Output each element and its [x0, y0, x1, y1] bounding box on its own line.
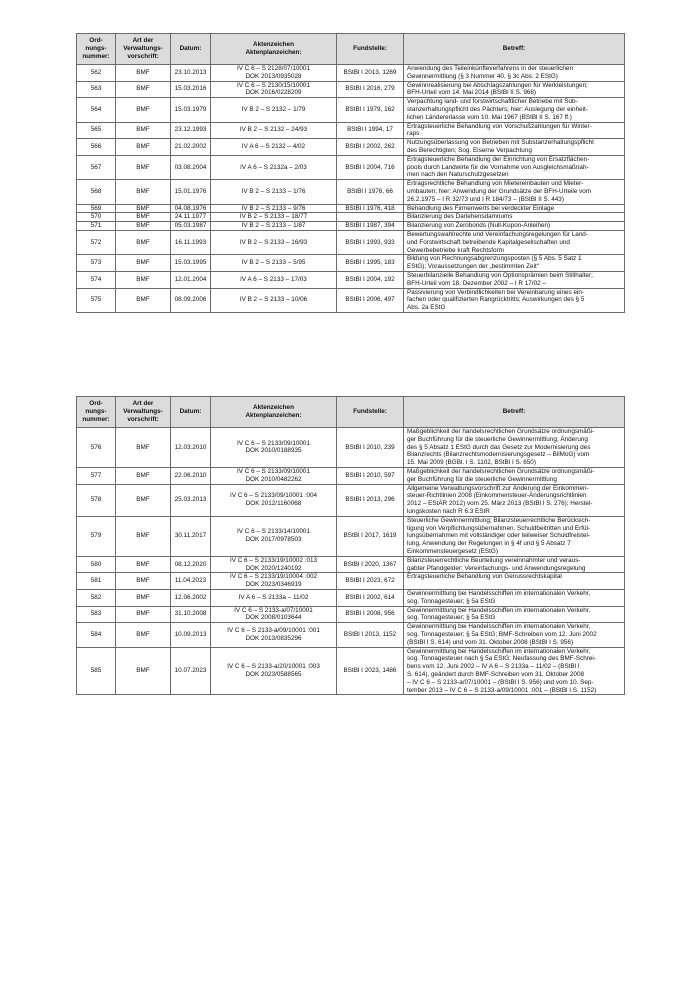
betreff-line: – IV C 6 – S 2133-a/07/10001 – (BStBl I S. 956) und vom 10. Sep- [407, 678, 594, 686]
cell-fundstelle: BStBl I 2023, 1486 [337, 647, 404, 695]
betreff-line: sog. Tonnagesteuer; § 5a EStG [407, 614, 496, 622]
table-row [77, 204, 625, 213]
betreff-line: men nach den Naturschutzgesetzen [407, 171, 509, 179]
cell-fundstelle: BStBl I 1995, 183 [337, 255, 404, 272]
cell-ordnungsnummer: 583 [77, 606, 116, 623]
cell-betreff [404, 516, 625, 556]
cell-betreff [404, 623, 625, 647]
betreff-line: Passivierung von Verbindlichkeiten bei Vereinbarung eines ein- [407, 288, 585, 296]
betreff-line: S. 614), geändert durch BMF-Schreiben vom 31. Oktober 2008 [407, 670, 585, 678]
cell-art: BMF [116, 180, 171, 204]
betreff-line: stanzerhaltungspflicht des Pächters; hier: Auslegung der einheit- [407, 105, 588, 113]
aktenzeichen-line: IV B 2 – S 2133 – 1/87 [241, 222, 306, 230]
cell-art: BMF [116, 155, 171, 179]
header-datum: Datum: [171, 397, 211, 428]
betreff-line: Bewertungswahlrechte und Vereinfachungsregelungen für Land- [407, 230, 588, 238]
aktenzeichen-line: IV C 6 – S 2133-a/09/10001 :001 [227, 627, 320, 635]
table-row [77, 155, 625, 179]
cell-datum: 23.10.2013 [171, 65, 211, 82]
betreff-line: Bildung von Rechnungsabgrenzungsposten (§ 5 Abs. 5 Satz 1 [407, 255, 582, 263]
cell-fundstelle: BStBl I 2017, 1619 [337, 516, 404, 556]
table-row [77, 556, 625, 573]
aktenzeichen-line: DOK 2017/0978503 [245, 536, 302, 544]
cell-fundstelle: BStBl I 2004, 716 [337, 155, 404, 179]
aktenzeichen-line: DOK 2008/0103644 [245, 614, 302, 622]
cell-aktenzeichen [211, 255, 337, 272]
cell-aktenzeichen [211, 623, 337, 647]
betreff-line: Einkommensteuergesetz (EStG) [407, 547, 498, 555]
cell-betreff [404, 271, 625, 288]
cell-datum: 08.09.2006 [171, 288, 211, 312]
header-art: Art der Verwaltungs- vorschrift: [116, 397, 171, 428]
aktenzeichen-line: IV C 6 – S 2133-a/20/10001 :003 [227, 663, 320, 671]
betreff-line: raps [407, 130, 420, 138]
cell-betreff [404, 98, 625, 122]
table-row [77, 589, 625, 606]
cell-betreff [404, 606, 625, 623]
cell-ordnungsnummer: 563 [77, 81, 116, 98]
cell-datum: 15.01.1976 [171, 180, 211, 204]
cell-fundstelle: BStBl I 1979, 162 [337, 98, 404, 122]
table-row [77, 122, 625, 139]
cell-fundstelle: BStBl I 1987, 394 [337, 222, 404, 231]
cell-art: BMF [116, 288, 171, 312]
betreff-line: 26.2.1975 – I R 32/73 und I R 184/73 – (BStBl II S. 443) [407, 195, 564, 203]
cell-betreff [404, 589, 625, 606]
cell-datum: 05.03.1987 [171, 222, 211, 231]
cell-betreff [404, 65, 625, 82]
cell-ordnungsnummer: 572 [77, 230, 116, 254]
header-aktenzeichen: Aktenzeichen Aktenplanzeichen: [211, 397, 337, 428]
table-row [77, 139, 625, 156]
cell-ordnungsnummer: 565 [77, 122, 116, 139]
betreff-line: sog. Tonnagesteuer; § 5a EStG [407, 597, 496, 605]
aktenzeichen-line: IV B 2 – S 2132 – 24/93 [239, 126, 308, 134]
betreff-line: Allgemeine Verwaltungsvorschrift zur Änderung der Einkommen- [407, 484, 589, 492]
cell-datum: 08.12.2020 [171, 556, 211, 573]
cell-art: BMF [116, 573, 171, 590]
cell-betreff [404, 428, 625, 468]
cell-ordnungsnummer: 567 [77, 155, 116, 179]
header-fundstelle: Fundstelle: [337, 34, 404, 65]
aktenzeichen-line: DOK 2020/1240192 [245, 564, 302, 572]
cell-datum: 12.06.2002 [171, 589, 211, 606]
aktenzeichen-line: IV B 2 – S 2133 – 1/76 [241, 187, 306, 195]
table-header-row [77, 34, 625, 65]
table-row [77, 81, 625, 98]
cell-aktenzeichen [211, 556, 337, 573]
betreff-line: Steuerbilanzielle Behandlung von Optionsprämien beim Stillhalter; [407, 271, 593, 279]
table-row [77, 516, 625, 556]
betreff-line: Gewinnermittlung bei Handelsschiffen im internationalen Verkehr, [407, 606, 591, 614]
aktenzeichen-line: IV C 6 – S 2130/15/10001 [236, 81, 310, 89]
cell-art: BMF [116, 623, 171, 647]
aktenzeichen-line: IV A 6 – S 2133a – 11/02 [238, 593, 309, 601]
cell-aktenzeichen [211, 271, 337, 288]
cell-fundstelle: BStBl I 2013, 1152 [337, 623, 404, 647]
table-row [77, 288, 625, 312]
table-row [77, 606, 625, 623]
betreff-line: sog. Tonnagesteuer; § 5a EStG; BMF-Schreiben vom 12. Juni 2002 [407, 630, 597, 638]
cell-aktenzeichen [211, 222, 337, 231]
betreff-line: Ertragsteuerliche Behandlung von Vorschußzahlungen für Winter- [407, 122, 592, 130]
table-row [77, 230, 625, 254]
aktenzeichen-line: DOK 2010/0482262 [245, 475, 302, 483]
betreff-line: bens vom 12. Juni 2002 – IV A 6 – S 2133a – 11/02 – (BStBl I [407, 663, 580, 671]
betreff-line: Steuerliche Gewinnermittlung; Bilanzsteuerrechtliche Berücksich- [407, 516, 591, 524]
aktenzeichen-line: DOK 2023/0346919 [245, 581, 302, 589]
cell-ordnungsnummer: 573 [77, 255, 116, 272]
table-row [77, 222, 625, 231]
cell-datum: 10.09.2013 [171, 623, 211, 647]
betreff-line: Maßgeblichkeit der handelsrechtlichen Grundsätze ordnungsmäßi- [407, 467, 595, 475]
cell-art: BMF [116, 98, 171, 122]
cell-datum: 21.02.2002 [171, 139, 211, 156]
cell-art: BMF [116, 122, 171, 139]
betreff-line: tember 2013 – IV C 6 – S 2133-a/09/10001 :001 – (BStBl I S. 1152) [407, 686, 597, 694]
cell-aktenzeichen [211, 589, 337, 606]
cell-art: BMF [116, 556, 171, 573]
cell-betreff [404, 255, 625, 272]
cell-fundstelle: BStBl I 2010, 239 [337, 428, 404, 468]
betreff-line: des § 5 Absatz 1 EStG durch das Gesetz zur Modernisierung des [407, 443, 591, 451]
cell-betreff [404, 204, 625, 213]
cell-fundstelle: BStBl I 2013, 296 [337, 484, 404, 516]
betreff-line: Ertragsteuerliche Behandlung der Einrichtung von Ersatzflächen- [407, 155, 590, 163]
aktenzeichen-line: IV C 6 – S 2128/07/10001 [236, 65, 310, 72]
table-row [77, 467, 625, 484]
cell-betreff [404, 180, 625, 204]
cell-aktenzeichen [211, 180, 337, 204]
betreff-line: Gewerbebetriebe kraft Rechtsform [407, 246, 504, 254]
table-row [77, 573, 625, 590]
cell-aktenzeichen [211, 428, 337, 468]
betreff-line: Nutzungsüberlassung von Betrieben mit Substanzerhaltungspflicht [407, 139, 594, 147]
cell-aktenzeichen [211, 647, 337, 695]
cell-ordnungsnummer: 564 [77, 98, 116, 122]
betreff-line: (BStBl I S. 614) und vom 31. Oktober 2008 (BStBl I S. 956) [407, 638, 574, 646]
header-art: Art der Verwaltungs- vorschrift: [116, 34, 171, 65]
betreff-line: Gewinnermittlung bei Handelsschiffen im internationalen Verkehr, [407, 589, 591, 597]
header-aktenzeichen: Aktenzeichen Aktenplanzeichen: [211, 34, 337, 65]
betreff-line: lungskosten nach R 6.3 EStR [407, 507, 490, 515]
cell-aktenzeichen [211, 230, 337, 254]
betreff-line: Bilanzsteuerrechtliche Beurteilung vereinnahmter und veraus- [407, 556, 581, 564]
cell-betreff [404, 556, 625, 573]
betreff-line: lung, Anwendung der Regelungen in § 4f und § 5 Absatz 7 [407, 540, 571, 548]
cell-betreff [404, 139, 625, 156]
aktenzeichen-line: IV C 6 – S 2133/19/10004 :002 [229, 573, 318, 581]
cell-art: BMF [116, 81, 171, 98]
cell-fundstelle: BStBl I 2010, 597 [337, 467, 404, 484]
cell-fundstelle: BStBl I 2013, 1269 [337, 65, 404, 82]
aktenzeichen-line: IV C 6 – S 2133/14/10001 [236, 528, 310, 536]
cell-betreff [404, 484, 625, 516]
betreff-line: EStG); Voraussetzungen der „bestimmten Zeit“ [407, 263, 539, 271]
betreff-line: Gewinnermittlung (§ 3 Nummer 40, § 3c Abs. 2 EStG) [407, 72, 558, 80]
cell-art: BMF [116, 467, 171, 484]
betreff-line: fachen oder qualifizierten Rangrücktritts; Auswirkungen des § 5 [407, 296, 585, 304]
cell-ordnungsnummer: 571 [77, 222, 116, 231]
cell-ordnungsnummer: 579 [77, 516, 116, 556]
betreff-line: Bilanzrechts (Bilanzrechtsmodernisierungsgesetz – BilMoG) vom [407, 451, 590, 459]
cell-art: BMF [116, 222, 171, 231]
cell-art: BMF [116, 647, 171, 695]
header-nr: Ord- nungs- nummer: [77, 397, 116, 428]
regulations-table-1 [76, 33, 625, 313]
header-betreff: Betreff: [404, 34, 625, 65]
betreff-line: Bilanzierung von Zerobonds (Null-Kupon-Anleihen) [407, 222, 551, 230]
aktenzeichen-line: IV B 2 – S 2133 – 5/95 [241, 259, 306, 267]
cell-datum: 16.11.1993 [171, 230, 211, 254]
cell-ordnungsnummer: 568 [77, 180, 116, 204]
aktenzeichen-line: IV A 6 – S 2132a – 2/03 [240, 163, 307, 171]
betreff-line: lichen Ländererlasse vom 10. Mai 1967 (BStBl II S. 167 ff.) [407, 113, 572, 121]
betreff-line: 15. Mai 2009 (BGBl. I S. 1102, BStBl I S. 650) [407, 459, 536, 467]
cell-art: BMF [116, 589, 171, 606]
cell-betreff [404, 288, 625, 312]
betreff-line: 2012 – EStÄR 2012) vom 25. März 2013 (BStBl I S. 276); Herstel- [407, 500, 593, 508]
betreff-line: lungsübernahmen mit vollständiger oder teilweiser Schuldfreistel- [407, 532, 591, 540]
aktenzeichen-line: IV C 6 – S 2133/09/10001 [236, 439, 310, 447]
aktenzeichen-line: IV C 6 – S 2133/19/10002 :013 [229, 556, 318, 564]
betreff-line: ger Buchführung für die steuerliche Gewinnermittlung; Änderung [407, 435, 588, 443]
aktenzeichen-line: IV B 2 – S 2132 – 1/79 [241, 105, 306, 113]
cell-betreff [404, 122, 625, 139]
cell-ordnungsnummer: 578 [77, 484, 116, 516]
betreff-line: umbauten; hier: Anwendung der Grundsätze der BFH-Urteile vom [407, 187, 592, 195]
table-row [77, 623, 625, 647]
betreff-line: Bilanzierung des Darlehensdamnums [407, 213, 513, 221]
cell-aktenzeichen [211, 516, 337, 556]
cell-ordnungsnummer: 566 [77, 139, 116, 156]
regulations-table-2 [76, 396, 625, 695]
header-nr: Ord- nungs- nummer: [77, 34, 116, 65]
table-row [77, 428, 625, 468]
betreff-line: tigung von Verpflichtungsübernahmen, Schuldbeitritten und Erfül- [407, 524, 591, 532]
cell-ordnungsnummer: 570 [77, 213, 116, 222]
aktenzeichen-line: DOK 2013/0935028 [245, 72, 302, 80]
betreff-line: steuer-Richtlinien 2008 (Einkommensteuer-Änderungsrichtlinien [407, 492, 587, 500]
cell-betreff [404, 222, 625, 231]
cell-fundstelle: BStBl I 1976, 418 [337, 204, 404, 213]
cell-betreff [404, 213, 625, 222]
aktenzeichen-line: IV A 6 – S 2132 – 4/02 [241, 143, 306, 151]
table-row [77, 271, 625, 288]
cell-art: BMF [116, 271, 171, 288]
betreff-line: Maßgeblichkeit der handelsrechtlichen Grundsätze ordnungsmäßi- [407, 428, 595, 435]
betreff-line: BFH-Urteil vom 18. Dezember 2002 – I R 17/02 – [407, 279, 546, 287]
header-betreff: Betreff: [404, 397, 625, 428]
aktenzeichen-line: IV C 6 – S 2133-a/07/10001 [234, 606, 313, 614]
cell-betreff [404, 573, 625, 590]
cell-datum: 03.08.2004 [171, 155, 211, 179]
cell-datum: 24.11.1977 [171, 213, 211, 222]
table-header-row [77, 397, 625, 428]
cell-datum: 30.11.2017 [171, 516, 211, 556]
cell-fundstelle [337, 213, 404, 222]
table-row [77, 98, 625, 122]
cell-art: BMF [116, 484, 171, 516]
cell-fundstelle: BStBl I 1976, 66 [337, 180, 404, 204]
cell-betreff [404, 467, 625, 484]
cell-aktenzeichen [211, 139, 337, 156]
cell-aktenzeichen [211, 213, 337, 222]
cell-art: BMF [116, 428, 171, 468]
cell-fundstelle: BStBl I 2020, 1367 [337, 556, 404, 573]
cell-datum: 23.12.1993 [171, 122, 211, 139]
cell-ordnungsnummer: 581 [77, 573, 116, 590]
cell-aktenzeichen [211, 484, 337, 516]
aktenzeichen-line: IV B 2 – S 2133 – 16/93 [239, 238, 308, 246]
cell-aktenzeichen [211, 204, 337, 213]
header-datum: Datum: [171, 34, 211, 65]
cell-datum: 31.10.2008 [171, 606, 211, 623]
cell-datum: 10.07.2023 [171, 647, 211, 695]
cell-fundstelle: BStBl I 2008, 956 [337, 606, 404, 623]
cell-art: BMF [116, 204, 171, 213]
cell-ordnungsnummer: 582 [77, 589, 116, 606]
cell-fundstelle: BStBl I 2002, 614 [337, 589, 404, 606]
cell-ordnungsnummer: 576 [77, 428, 116, 468]
betreff-line: Verpachtung land- und forstwirtschaftlicher Betriebe mit Sub- [407, 98, 578, 106]
aktenzeichen-line: IV B 2 – S 2133 – 9/76 [241, 204, 306, 212]
cell-datum: 22.06.2010 [171, 467, 211, 484]
aktenzeichen-line: IV B 2 – S 2133 – 18/77 [239, 213, 308, 221]
betreff-line: pools durch Landwirte für die Vornahme von Ausgleichsmaßnah- [407, 163, 589, 171]
betreff-line: des Berechtigten; Sog. Eiserne Verpachtung [407, 146, 532, 154]
cell-fundstelle: BStBl I 1994, 17 [337, 122, 404, 139]
cell-fundstelle: BStBl I 1993, 933 [337, 230, 404, 254]
cell-fundstelle: BStBl I 2004, 192 [337, 271, 404, 288]
cell-betreff [404, 230, 625, 254]
betreff-line: Anwendung des Teileinkünfteverfahrens in der steuerlichen [407, 65, 573, 72]
aktenzeichen-line: DOK 2016/0228209 [245, 89, 302, 97]
cell-ordnungsnummer: 584 [77, 623, 116, 647]
betreff-line: ger Buchführung für die steuerliche Gewinnermittlung [407, 475, 557, 483]
cell-art: BMF [116, 65, 171, 82]
table-row [77, 213, 625, 222]
cell-fundstelle: BStBl I 2006, 497 [337, 288, 404, 312]
cell-datum: 25.03.2013 [171, 484, 211, 516]
cell-aktenzeichen [211, 573, 337, 590]
betreff-line: sog. Tonnagesteuer nach § 5a EStG; Neufassung des BMF-Schrei- [407, 655, 596, 663]
betreff-line: Behandlung des Firmenwerts bei verdeckter Einlage [407, 204, 555, 212]
cell-fundstelle: BStBl I 2023, 672 [337, 573, 404, 590]
cell-aktenzeichen [211, 467, 337, 484]
cell-aktenzeichen [211, 65, 337, 82]
cell-aktenzeichen [211, 98, 337, 122]
table-row [77, 65, 625, 82]
betreff-line: Ertragsteuerliche Behandlung von Genussrechtskapital [407, 573, 562, 581]
cell-fundstelle: BStBl I 2002, 262 [337, 139, 404, 156]
cell-art: BMF [116, 255, 171, 272]
table-row [77, 180, 625, 204]
cell-datum: 15.03.1979 [171, 98, 211, 122]
cell-datum: 15.03.2016 [171, 81, 211, 98]
cell-art: BMF [116, 213, 171, 222]
betreff-line: Abs. 2a EStG [407, 304, 446, 312]
cell-art: BMF [116, 516, 171, 556]
aktenzeichen-line: DOK 2010/0188935 [245, 447, 302, 455]
aktenzeichen-line: DOK 2023/0588565 [245, 670, 302, 678]
betreff-line: und Forstwirtschaft betreibende Kapitalgesellschaften und [407, 238, 570, 246]
betreff-line: gabter Pfandgelder; Vereinfachungs- und Anwendungsregelung [407, 564, 586, 572]
aktenzeichen-line: DOK 2013/0835296 [245, 634, 302, 642]
betreff-line: BFH-Urteil vom 14. Mai 2014 (BStBl II S. 968) [407, 89, 537, 97]
betreff-line: Ertragsrechtliche Behandlung von Mietereinbauten und Mieter- [407, 180, 584, 188]
cell-fundstelle: BStBl I 2016, 279 [337, 81, 404, 98]
cell-ordnungsnummer: 569 [77, 204, 116, 213]
cell-aktenzeichen [211, 122, 337, 139]
betreff-line: Gewinnermittlung bei Handelsschiffen im internationalen Verkehr, [407, 623, 591, 631]
cell-betreff [404, 647, 625, 695]
cell-art: BMF [116, 230, 171, 254]
aktenzeichen-line: IV C 6 – S 2133/09/10001 [236, 467, 310, 475]
cell-datum: 12.03.2010 [171, 428, 211, 468]
header-fundstelle: Fundstelle: [337, 397, 404, 428]
cell-ordnungsnummer: 577 [77, 467, 116, 484]
cell-ordnungsnummer: 562 [77, 65, 116, 82]
cell-ordnungsnummer: 585 [77, 647, 116, 695]
cell-ordnungsnummer: 575 [77, 288, 116, 312]
aktenzeichen-line: DOK 2012/1160068 [245, 500, 302, 508]
cell-datum: 15.03.1995 [171, 255, 211, 272]
cell-aktenzeichen [211, 288, 337, 312]
cell-art: BMF [116, 139, 171, 156]
cell-datum: 04.08.1976 [171, 204, 211, 213]
cell-ordnungsnummer: 580 [77, 556, 116, 573]
cell-aktenzeichen [211, 81, 337, 98]
cell-art: BMF [116, 606, 171, 623]
betreff-line: Gewinnrealisierung bei Abschlagszahlungen für Werkleistungen; [407, 81, 588, 89]
cell-aktenzeichen [211, 155, 337, 179]
aktenzeichen-line: IV B 2 – S 2133 – 10/06 [239, 296, 308, 304]
betreff-line: Gewinnermittlung bei Handelsschiffen im internationalen Verkehr, [407, 647, 591, 655]
aktenzeichen-line: IV C 6 – S 2133/09/10001 :004 [229, 492, 318, 500]
aktenzeichen-line: IV A 6 – S 2133 – 17/03 [240, 275, 307, 283]
cell-betreff [404, 81, 625, 98]
table-row [77, 647, 625, 695]
cell-ordnungsnummer: 574 [77, 271, 116, 288]
cell-aktenzeichen [211, 606, 337, 623]
table-row [77, 255, 625, 272]
table-row [77, 484, 625, 516]
cell-datum: 11.04.2023 [171, 573, 211, 590]
cell-betreff [404, 155, 625, 179]
cell-datum: 12.01.2004 [171, 271, 211, 288]
